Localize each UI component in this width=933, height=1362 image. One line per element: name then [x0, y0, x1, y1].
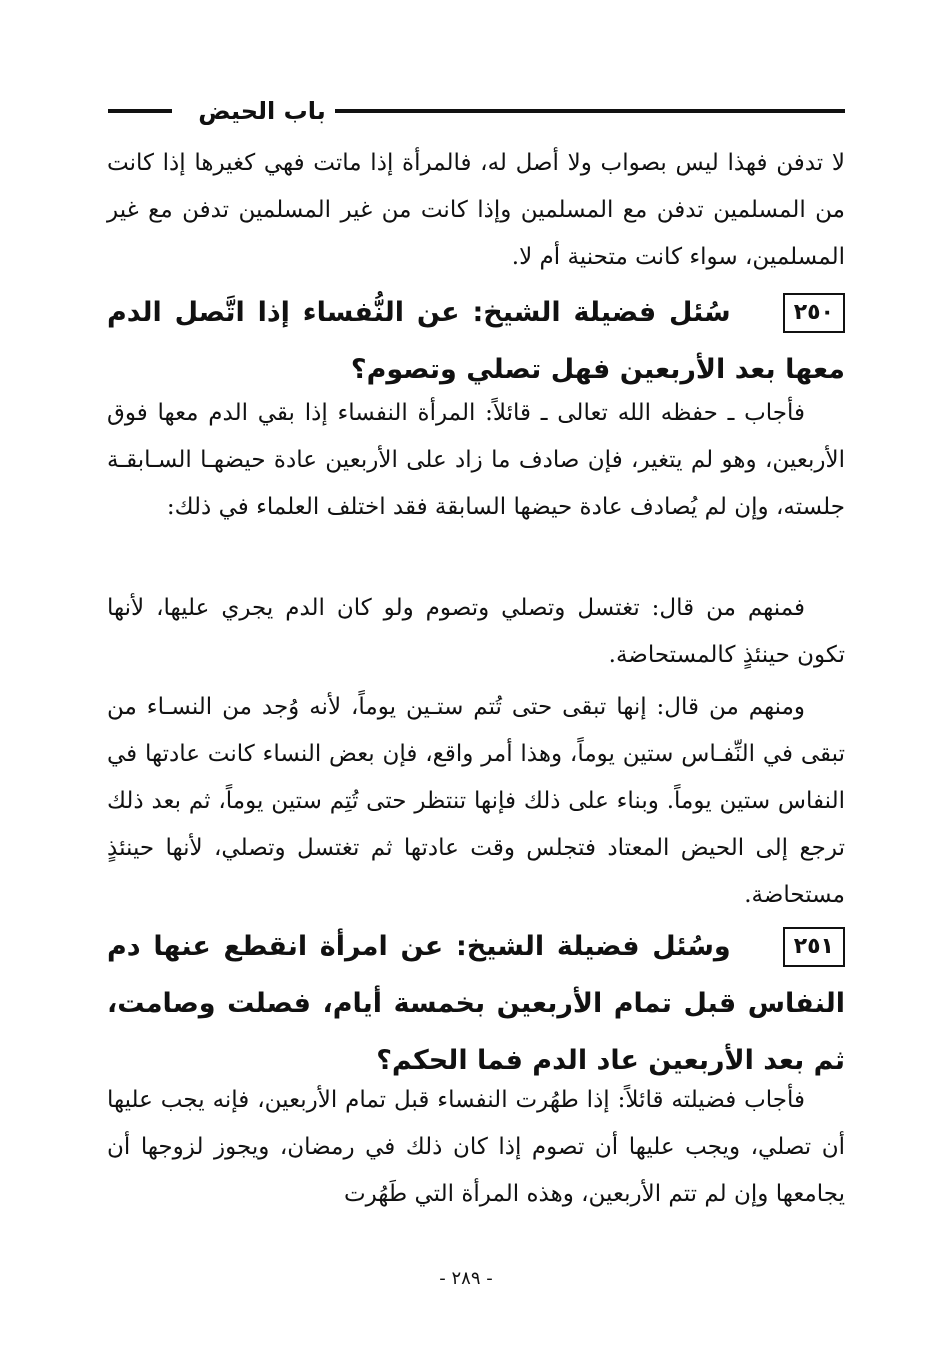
answer-251: فأجاب فضيلته قائلاً: إذا طهُرت النفساء قبل تمام الأربعين، فإنه يجب عليها أن تصلي، ويجب عليها أن تصوم إذا كان ذلك في رمضان، ويجوز لزوجها أن يجامعها وإن لم تتم الأربعين، وهذه المرأة التي طَهُرت [107, 1087, 845, 1207]
question-251-text: وسُئل فضيلة الشيخ: عن امرأة انقطع عنها دم النفاس قبل تمام الأربعين بخمسة أيام، فصلت وصامت، ثم بعد الأربعين عاد الدم فما الحكم؟ [107, 931, 845, 1076]
paragraph-continuation: لا تدفن فهذا ليس بصواب ولا أصل له، فالمرأة إذا ماتت فهي كغيرها إذا كانت من المسلمين تدفن مع المسلمين وإذا كانت من غير المسلمين تدفن مع غير المسلمين، سواء كانت متحنية أم لا. [107, 150, 845, 270]
question-250-text: سُئل فضيلة الشيخ: عن النُّفساء إذا اتَّصل الدم معها بعد الأربعين فهل تصلي وتصوم؟ [107, 297, 845, 385]
question-number-251: ٢٥١ [783, 927, 845, 967]
question-250 [107, 284, 845, 398]
page-number: - ٢٨٩ - [439, 1268, 493, 1289]
header-rule-right [335, 109, 845, 113]
running-header [100, 93, 845, 129]
answer-250-opinion-2: ومنهم من قال: إنها تبقى حتى تُتم ستـين يوماً، لأنه وُجد من النسـاء من تبقى في النِّفـاس ستين يوماً، وهذا أمر واقع، فإن بعض النساء كانت عادتها في النفاس ستين يوماً. وبناء على ذلك فإنها تنتظر حتى تُتِم ستين يوماً، ثم بعد ذلك ترجع إلى الحيض المعتاد فتجلس وقت عادتها ثم تغتسل وتصلي، لأنها حينئذٍ مستحاضة. [107, 694, 845, 908]
answer-250-opinion-1: فمنهم من قال: تغتسل وتصلي وتصوم ولو كان الدم يجري عليها، لأنها تكون حينئذٍ كالمستحاضة. [107, 595, 845, 668]
answer-250-intro: فأجاب ـ حفظه الله تعالى ـ قائلاً: المرأة النفساء إذا بقي الدم معها فوق الأربعين، وهو لم يتغير، فإن صادف ما زاد على الأربعين عادة حيضهـا السـابقـة جلسته، وإن لم يُصادف عادة حيضها السابقة فقد اختلف العلماء في ذلك: [107, 400, 845, 520]
question-251 [107, 918, 845, 1089]
chapter-title: باب الحيض [198, 97, 326, 125]
question-number-250: ٢٥٠ [783, 293, 845, 333]
header-rule-left [108, 109, 172, 113]
